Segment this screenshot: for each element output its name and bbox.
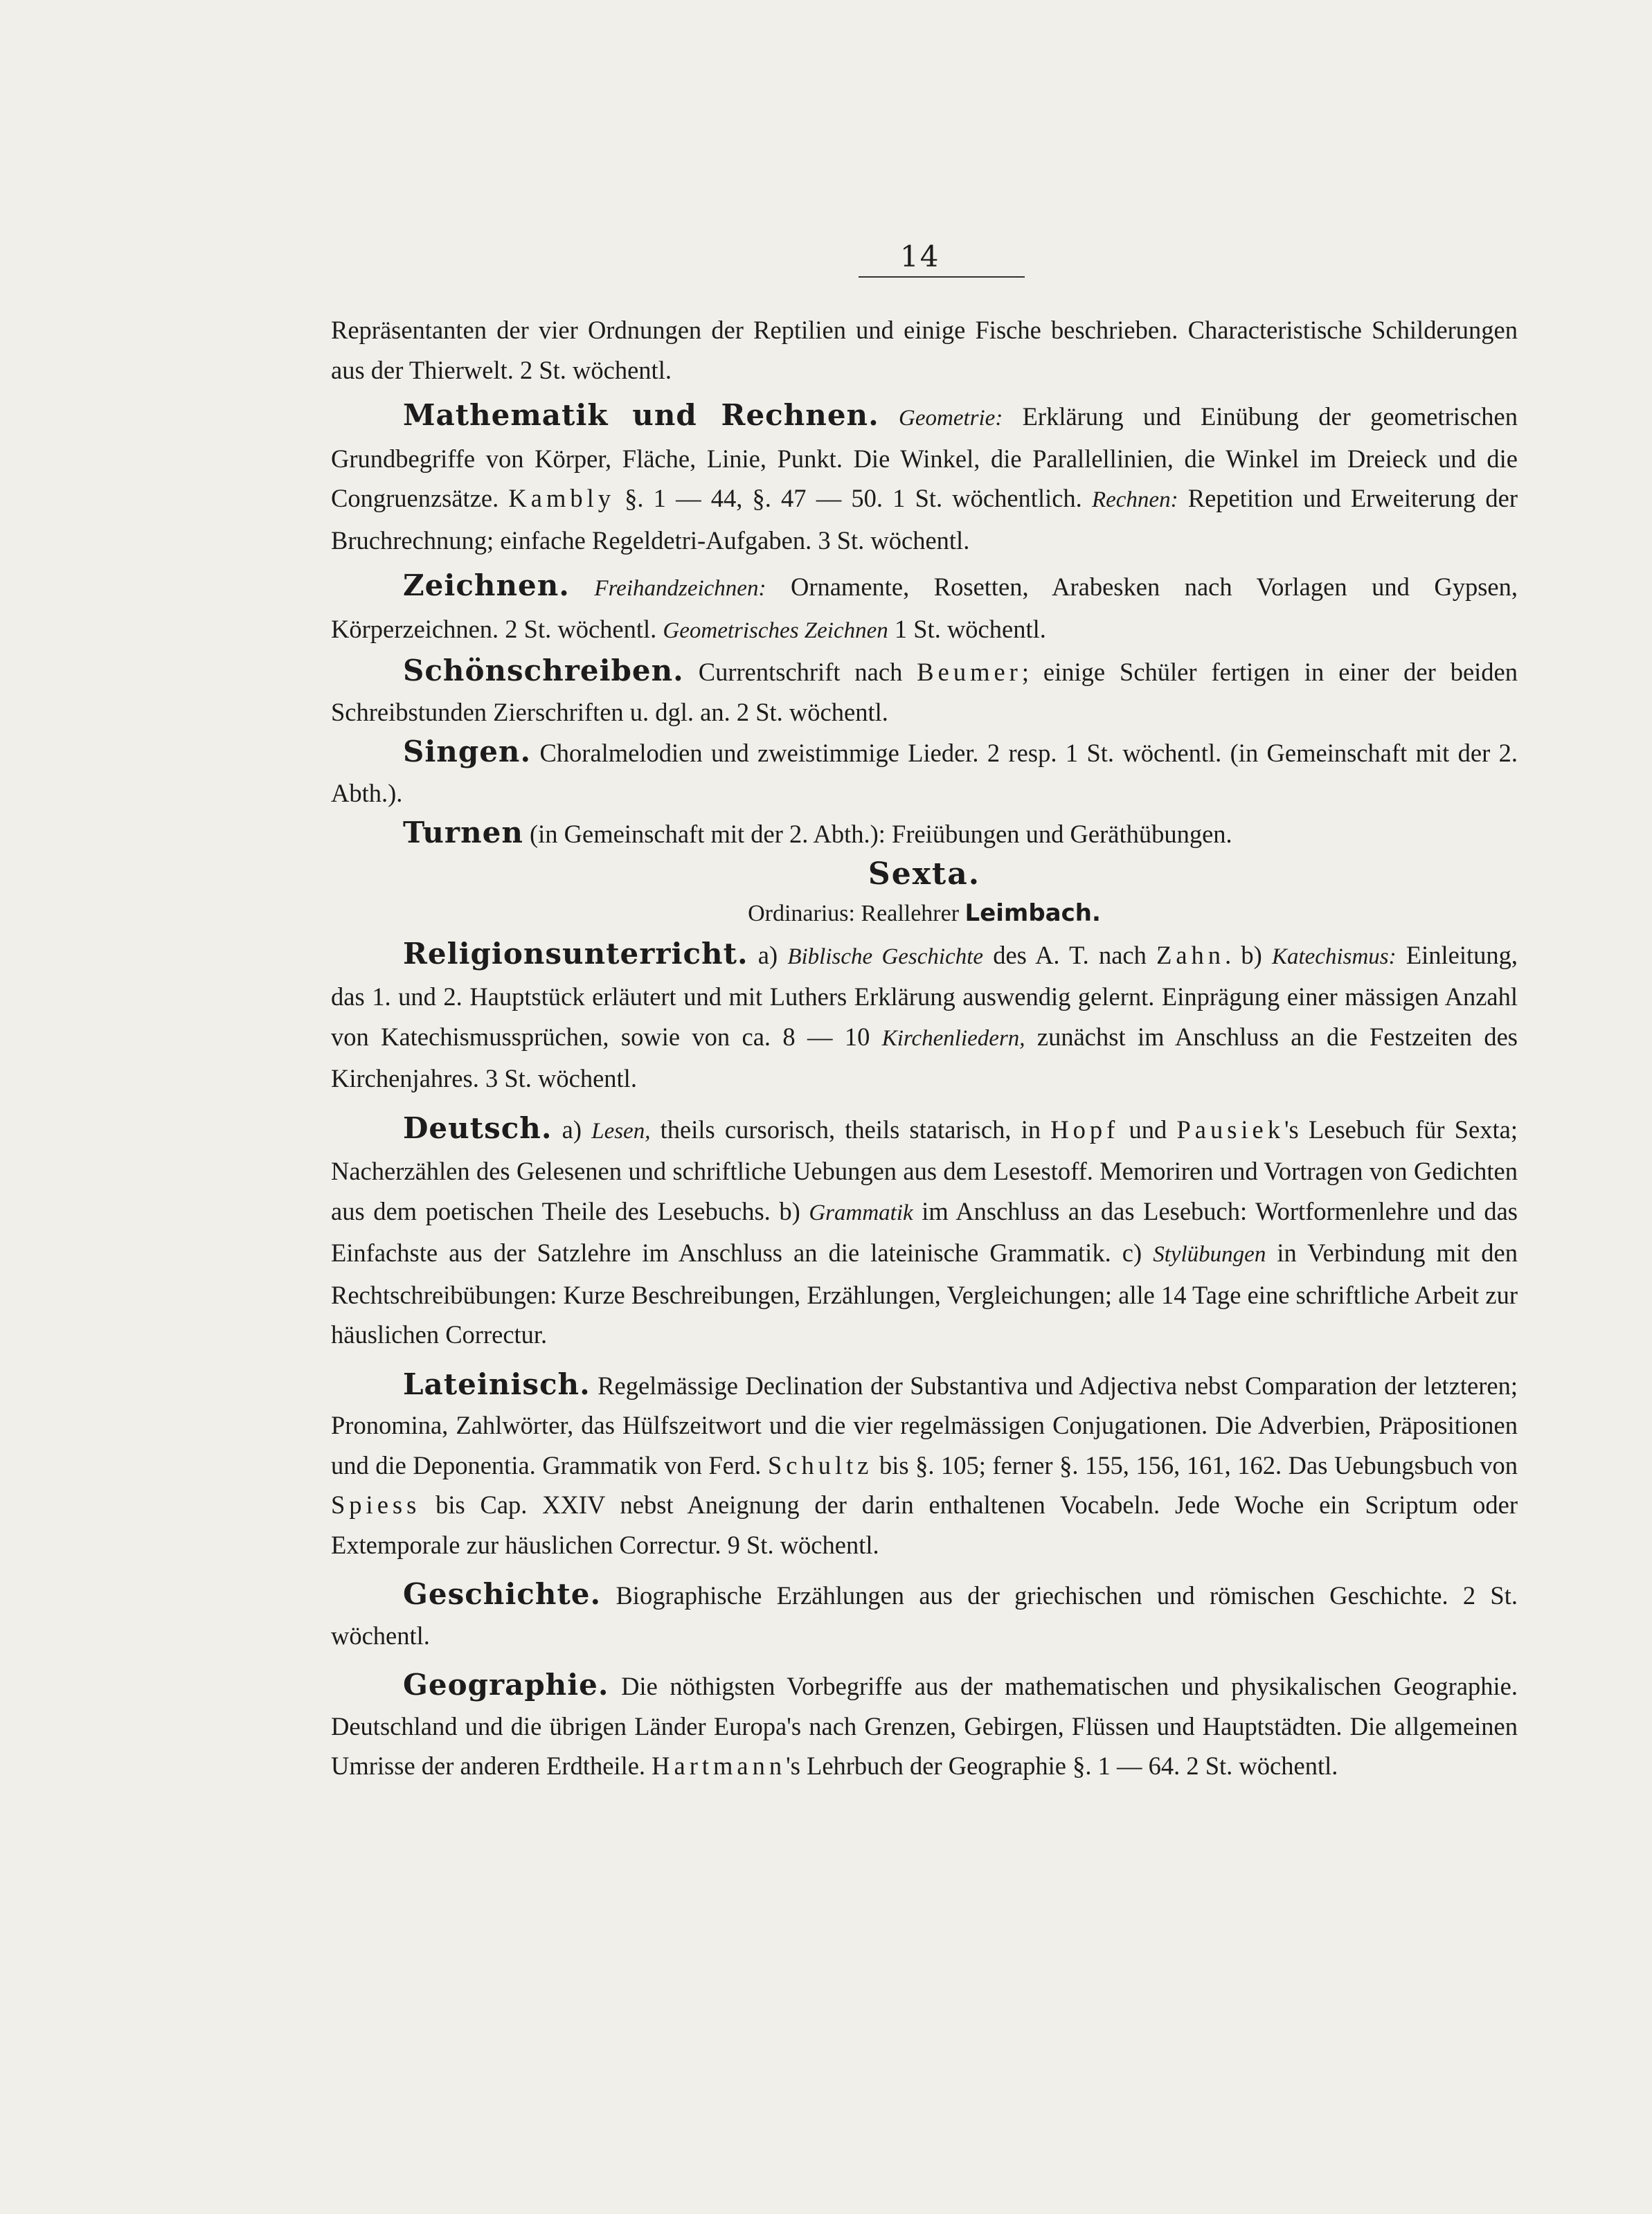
section-turnen: Turnen (in Gemeinschaft mit der 2. Abth.): Freiübungen und Geräthübungen. — [403, 816, 1232, 849]
section-heading: Turnen — [403, 816, 523, 849]
section-zeichnen: Zeichnen. Freihandzeichnen: Ornamente, Rosetten, Arabesken nach Vorlagen und Gypsen, Körperzeichnen. 2 St. wöchentl. Geometrisches Zeichnen 1 St. wöchentl. — [331, 568, 1518, 643]
section-geographie: Geographie. Die nöthigsten Vorbegriffe aus der mathematischen und physikalischen Geographie. Deutschland und die übrigen Länder Europa's nach Grenzen, Gebirgen, Flüssen und Hauptstädten. Die allgemeinen Umrisse der anderen Erdtheile. Hartmann's Lehrbuch der Geographie §. 1 — 64. 2 St. wöchentl. — [331, 1668, 1518, 1780]
section-heading: Geschichte. — [403, 1577, 602, 1611]
page-body — [331, 310, 1518, 1786]
section-heading: Lateinisch. — [403, 1367, 591, 1401]
page-number-rule — [859, 276, 1025, 278]
section-singen: Singen. Choralmelodien und zweistimmige Lieder. 2 resp. 1 St. wöchentl. (in Gemeinschaft mit der 2. Abth.). — [331, 735, 1518, 807]
section-heading: Religionsunterricht. — [403, 936, 748, 971]
section-heading: Singen. — [403, 735, 532, 768]
section-religion: Religionsunterricht. a) Biblische Geschichte des A. T. nach Zahn. b) Katechismus: Einleitung, das 1. und 2. Hauptstück erläutert und mit Luthers Erklärung auswendig gelernt. Einprägung einer mässigen Anzahl von Katechismussprüchen, sowie von ca. 8 — 10 Kirchenliedern, zunächst im Anschluss an die Festzeiten des Kirchenjahres. 3 St. wöchentl. — [331, 936, 1518, 1092]
continued-paragraph: Repräsentanten der vier Ordnungen der Reptilien und einige Fische beschrieben. Characteristische Schilderungen aus der Thierwelt. 2 St. wöchentl. — [331, 316, 1518, 384]
section-heading: Geographie. — [403, 1668, 609, 1702]
section-heading: Mathematik und Rechnen. — [403, 398, 879, 432]
page-number: 14 — [900, 240, 940, 273]
section-geschichte: Geschichte. Biographische Erzählungen aus der griechischen und römischen Geschichte. 2 St. wöchentl. — [331, 1577, 1518, 1650]
section-heading: Schönschreiben. — [403, 654, 684, 687]
section-schoenschreiben: Schönschreiben. Currentschrift nach Beumer; einige Schüler fertigen in einer der beiden Schreibstunden Zierschriften u. dgl. an. 2 St. wöchentl. — [331, 654, 1518, 726]
section-heading: Deutsch. — [403, 1110, 553, 1145]
section-mathematik: Mathematik und Rechnen. Geometrie: Erklärung und Einübung der geometrischen Grundbegriffe von Körper, Fläche, Linie, Punkt. Die Winkel, die Parallellinien, die Winkel im Dreieck und die Congruenzsätze. Kambly §. 1 — 44, §. 47 — 50. 1 St. wöchentlich. Rechnen: Repetition und Erweiterung der Bruchrechnung; einfache Regeldetri-Aufgaben. 3 St. wöchentl. — [331, 398, 1518, 555]
section-lateinisch: Lateinisch. Regelmässige Declination der Substantiva und Adjectiva nebst Comparation der letzteren; Pronomina, Zahlwörter, das Hülfszeitwort und die vier regelmässigen Conjugationen. Die Adverbien, Präpositionen und die Deponentia. Grammatik von Ferd. Schultz bis §. 105; ferner §. 155, 156, 161, 162. Das Uebungsbuch von Spiess bis Cap. XXIV nebst Aneignung der darin enthaltenen Vocabeln. Jede Woche ein Scriptum oder Extemporale zur häuslichen Correctur. 9 St. wöchentl. — [331, 1367, 1518, 1559]
section-deutsch: Deutsch. a) Lesen, theils cursorisch, theils statarisch, in Hopf und Pausiek's Lesebuch für Sexta; Nacherzählen des Gelesenen und schriftliche Uebungen aus dem Lesestoff. Memoriren und Vortragen von Gedichten aus dem poetischen Theile des Lesebuchs. b) Grammatik im Anschluss an das Lesebuch: Wortformenlehre und das Einfachste aus der Satzlehre im Anschluss an die lateinische Grammatik. c) Stylübungen in Verbindung mit den Rechtschreibübungen: Kurze Beschreibungen, Erzählungen, Vergleichungen; alle 14 Tage eine schriftliche Arbeit zur häuslichen Correctur. — [331, 1110, 1518, 1349]
section-heading: Zeichnen. — [403, 568, 570, 602]
ordinarius-line: Ordinarius: Reallehrer Leimbach. — [748, 899, 1101, 927]
class-heading-sexta: Sexta. — [868, 856, 981, 892]
